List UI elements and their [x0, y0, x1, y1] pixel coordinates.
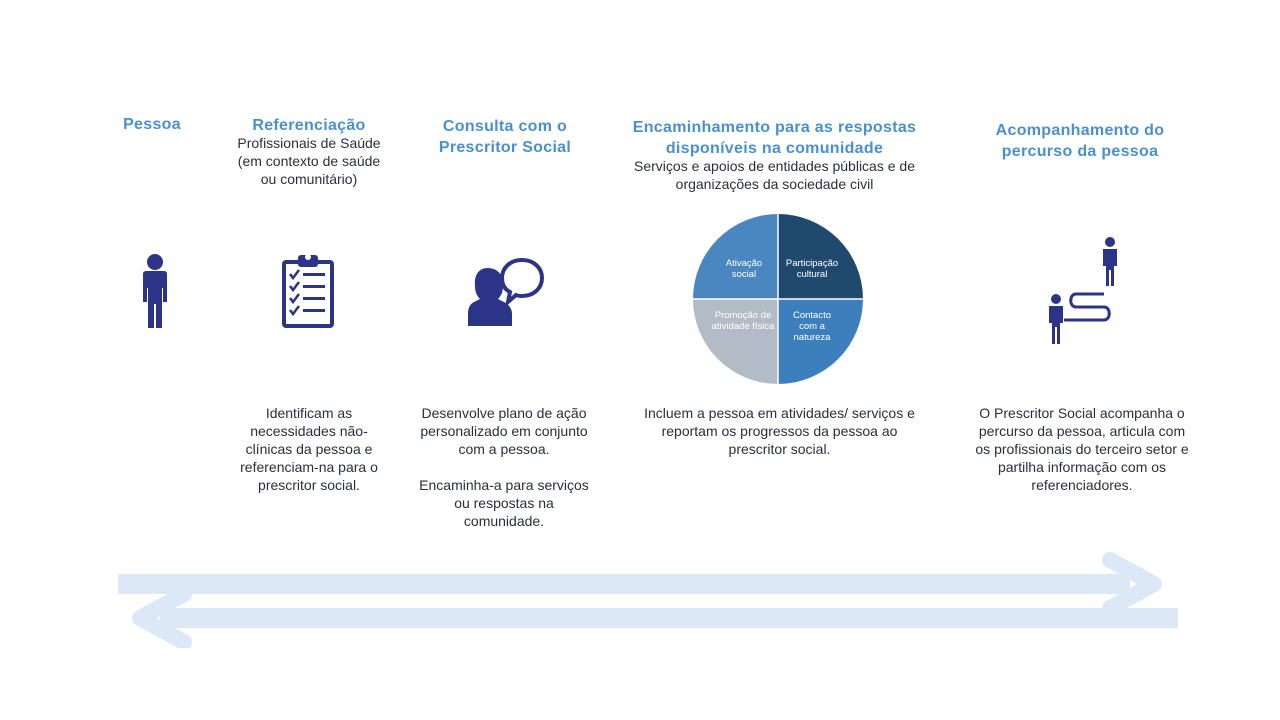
person-icon	[134, 252, 176, 332]
step-description-encaminhamento: Incluem a pessoa em atividades/ serviços e reportam os progressos da pessoa ao prescritor social.	[644, 405, 915, 457]
step-title-encaminhamento: Encaminhamento para as respostas disponíveis na comunidade	[632, 119, 917, 157]
step-subtitle-encaminhamento: Serviços e apoios de entidades públicas e de organizações da sociedade civil	[634, 158, 915, 192]
step-title-consulta: Consulta com o Prescritor Social	[438, 118, 572, 156]
quadrant-participacao-cultural	[778, 214, 863, 299]
quadrant-label-ativacao: Ativação social	[725, 258, 763, 280]
quadrant-ativacao-social	[693, 214, 778, 299]
step-title-referenciacao: Referenciação	[252, 117, 366, 134]
quadrant-label-contacto: Contacto com a natureza	[792, 310, 832, 343]
step-description-consulta-2: Encaminha-a para serviços ou respostas na comunidade.	[419, 477, 589, 529]
bidirectional-arrow	[110, 552, 1190, 648]
clipboard-checklist-icon	[280, 252, 336, 328]
step-description-consulta-1: Desenvolve plano de ação personalizado em conjunto com a pessoa.	[420, 405, 588, 457]
step-subtitle-referenciacao: Profissionais de Saúde (em contexto de saúde ou comunitário)	[237, 135, 381, 187]
step-description-referenciacao: Identificam as necessidades não-clínicas da pessoa e referenciam-na para o prescritor social.	[240, 405, 378, 493]
step-description-acompanhamento: O Prescritor Social acompanha o percurso da pessoa, articula com os profissionais do terceiro setor e partilha informação com os referenciadores.	[975, 405, 1189, 493]
quadrant-label-participacao: Participação cultural	[785, 258, 839, 280]
pie-wheel	[692, 213, 864, 385]
step-title-pessoa: Pessoa	[123, 116, 181, 133]
step-title-acompanhamento: Acompanhamento do percurso da pessoa	[995, 122, 1165, 160]
speech-bubble-person-icon	[466, 256, 546, 328]
pathway-icon	[1042, 234, 1126, 346]
quadrant-label-promocao: Promoção de atividade física	[711, 310, 775, 332]
